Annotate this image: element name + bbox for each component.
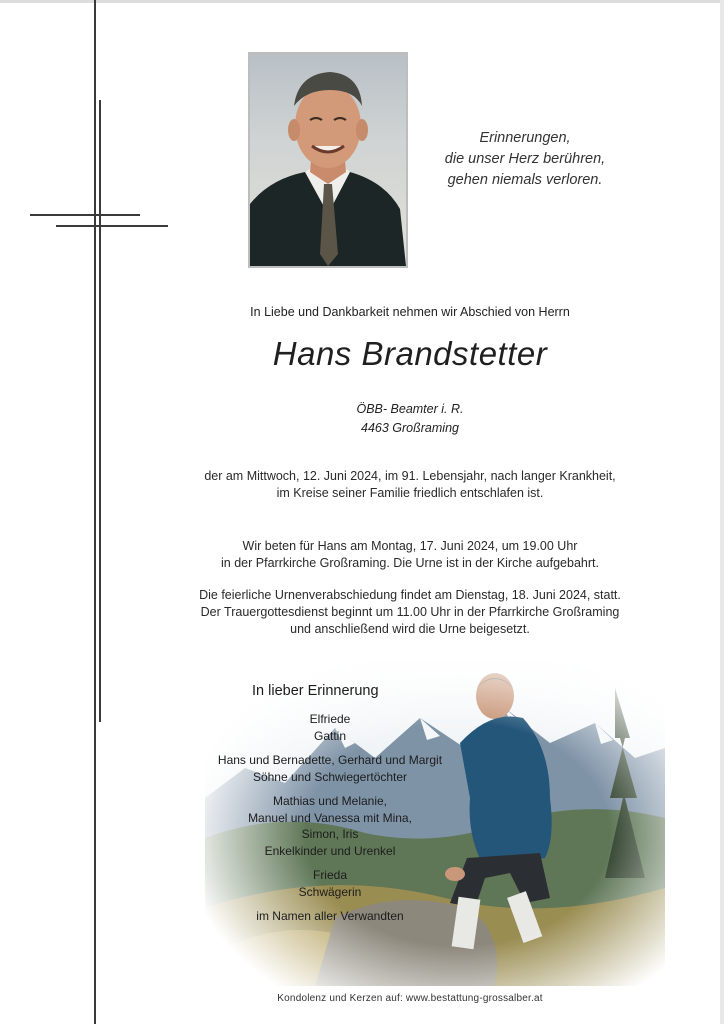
ceremony-line: Die feierliche Urnenverabschiedung findet am Dienstag, 18. Juni 2024, statt.	[199, 588, 621, 602]
mourner-group	[190, 867, 470, 900]
death-notice	[130, 468, 690, 502]
prayer-line: in der Pfarrkirche Großraming. Die Urne ist in der Kirche aufgebahrt.	[221, 556, 599, 570]
mourner-line: Simon, Iris	[301, 827, 359, 841]
mourner-line: Schwägerin	[298, 884, 362, 899]
portrait-photo	[248, 52, 408, 268]
death-notice-line: der am Mittwoch, 12. Juni 2024, im 91. Lebensjahr, nach langer Krankheit,	[204, 469, 616, 483]
mourner-line: Gattin	[313, 728, 346, 743]
occupation-block	[310, 400, 510, 438]
mourner-line: Hans und Bernadette, Gerhard und Margit	[217, 753, 443, 767]
cross-vertical-bar	[99, 100, 101, 722]
mourner-group	[190, 752, 470, 785]
mourner-line: Enkelkinder und Urenkel	[264, 843, 396, 858]
mourner-line: Manuel und Vanessa mit Mina,	[248, 810, 412, 825]
death-notice-line: im Kreise seiner Familie friedlich entschlafen ist.	[276, 486, 544, 500]
mourners-heading: In lieber Erinnerung	[252, 683, 379, 699]
cross-bar-upper	[30, 214, 140, 216]
residence: 4463 Großraming	[361, 421, 459, 435]
scan-edge-top	[0, 0, 724, 3]
mourners-list	[190, 683, 470, 933]
mourner-group	[190, 793, 470, 859]
deceased-name: Hans Brandstetter	[272, 335, 548, 372]
ceremony-line: Der Trauergottesdienst beginnt um 11.00 Uhr in der Pfarrkirche Großraming	[200, 605, 620, 619]
portrait-image	[250, 54, 406, 266]
occupation-title: ÖBB- Beamter i. R.	[356, 402, 464, 416]
mourner-group	[190, 711, 470, 744]
mourner-line: Frieda	[312, 868, 347, 882]
quote-line: die unser Herz berühren,	[444, 151, 606, 167]
prayer-notice	[130, 538, 690, 572]
cross-bar-lower	[56, 225, 168, 227]
mourner-line: Elfriede	[309, 712, 351, 726]
left-border-line	[94, 0, 96, 1024]
ceremony-line: und anschließend wird die Urne beigesetzt.	[290, 622, 530, 636]
prayer-line: Wir beten für Hans am Montag, 17. Juni 2024, um 19.00 Uhr	[242, 539, 578, 553]
condolence-footer: Kondolenz und Kerzen auf: www.bestattung-grossalber.at	[277, 993, 543, 1004]
mourner-line: im Namen aller Verwandten	[256, 909, 404, 923]
scan-edge-right	[720, 0, 724, 1024]
intro-text: In Liebe und Dankbarkeit nehmen wir Abschied von Herrn	[250, 305, 570, 319]
memorial-quote	[430, 128, 620, 191]
quote-line: gehen niemals verloren.	[447, 172, 603, 188]
mourner-group	[190, 908, 470, 925]
quote-line: Erinnerungen,	[479, 130, 571, 146]
mourner-line: Söhne und Schwiegertöchter	[252, 769, 408, 784]
ceremony-notice	[130, 587, 690, 638]
mourner-line: Mathias und Melanie,	[272, 794, 388, 808]
